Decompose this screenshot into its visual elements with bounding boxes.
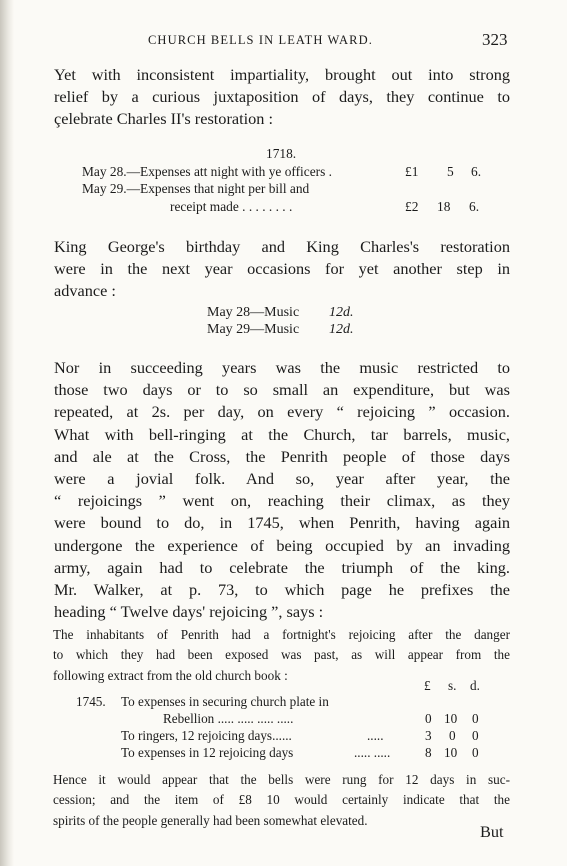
running-title: CHURCH BELLS IN LEATH WARD. (148, 33, 373, 47)
ledger-row-pounds: 3 (425, 728, 432, 743)
quoted-extract (53, 625, 510, 686)
text-line: The inhabitants of Penrith had a fortnight's rejoicing after the danger (53, 627, 510, 642)
ledger-row-label: To ringers, 12 rejoicing days...... (121, 728, 292, 743)
text-line: and ale at the Cross, the Penrith people of those days (54, 446, 510, 466)
ledger-year-1745: 1745. (76, 694, 106, 709)
text-line: were bound to do, in 1745, when Penrith, having again (54, 513, 510, 533)
text-line: were in the next year occasions for yet another step in (54, 259, 510, 279)
text-line: repeated, at 2s. per day, on every “ rejoicing ” occasion. (54, 402, 510, 422)
ledger-entry-may-29-line2: receipt made . . . . . . . . (170, 199, 293, 214)
ledger-entry-may-29-pounds: £2 (405, 199, 419, 214)
ledger-row-pounds: 8 (425, 745, 432, 760)
ledger-row-shillings: 0 (449, 728, 456, 743)
ledger-row-label: Rebellion ..... ..... ..... ..... (163, 711, 294, 726)
ledger-row-shillings: 10 (444, 745, 458, 760)
ledger-entry-may-28: May 28.—Expenses att night with ye officers . (82, 164, 333, 179)
catchword: But (480, 822, 504, 841)
music-entry-date: May 28—Music (207, 305, 300, 320)
main-paragraph (54, 357, 510, 623)
text-line: Nor in succeeding years was the music restricted to (54, 358, 510, 377)
music-entry-amount: 12d. (329, 322, 354, 337)
text-line: heading “ Twelve days' rejoicing ”, says : (54, 602, 324, 622)
ledger-entry-may-29-shillings: 18 (437, 199, 451, 214)
ledger-row-pence: 0 (472, 711, 479, 726)
ledger-entry-may-28-pounds: £1 (405, 164, 419, 179)
text-line: those two days or to so small an expenditure, but was (54, 380, 510, 400)
ledger-entry-may-28-pence: 6. (471, 164, 482, 179)
text-line: King George's birthday and King Charles's restoration (54, 237, 510, 256)
col-header-shillings: s. (448, 678, 457, 693)
ledger-year-1718: 1718. (266, 146, 297, 161)
text-line: were a jovial folk. And so, year after year, the (54, 469, 510, 489)
text-line: Mr. Walker, at p. 73, to which page he prefixes the (54, 580, 510, 600)
music-entry-date: May 29—Music (207, 322, 300, 337)
ledger-row-pence: 0 (472, 728, 479, 743)
ledger-row-label: To expenses in 12 rejoicing days (121, 745, 294, 760)
text-line: “ rejoicings ” went on, reaching their climax, as they (54, 491, 510, 511)
text-line: Yet with inconsistent impartiality, brought out into strong (54, 65, 510, 84)
closing-paragraph (53, 770, 510, 831)
page-number: 323 (482, 30, 508, 49)
text-line: çelebrate Charles II's restoration : (54, 109, 274, 129)
text-line: to which they had been exposed was past, as will appear from the (53, 647, 510, 663)
king-george-paragraph (54, 236, 510, 303)
text-line: following extract from the old church book : (53, 667, 288, 683)
ledger-entry-may-29-pence: 6. (469, 199, 480, 214)
ledger-row-label: To expenses in securing church plate in (121, 694, 329, 709)
col-header-pence: d. (470, 678, 480, 693)
page-gutter-shadow (0, 0, 14, 866)
text-line: Hence it would appear that the bells were rung for 12 days in suc- (53, 772, 510, 787)
text-line: What with bell-ringing at the Church, tar barrels, music, (54, 424, 510, 444)
music-entry-amount: 12d. (329, 305, 354, 320)
intro-paragraph (54, 64, 510, 131)
ledger-entry-may-28-shillings: 5 (447, 164, 454, 179)
ledger-row-dots: ..... ..... (354, 745, 391, 760)
ledger-entry-may-29-line1: May 29.—Expenses that night per bill and (82, 181, 310, 196)
text-line: relief by a curious juxtaposition of days, they continue to (54, 87, 510, 107)
text-line: advance : (54, 281, 116, 301)
ledger-row-dots: ..... (367, 728, 384, 743)
text-line: undergone the experience of being occupied by an invading (54, 535, 510, 555)
text-line: army, again had to celebrate the triumph of the king. (54, 557, 510, 577)
col-header-pounds: £ (424, 678, 431, 693)
text-line: spirits of the people generally had been somewhat elevated. (53, 812, 368, 828)
ledger-row-pounds: 0 (425, 711, 432, 726)
ledger-row-shillings: 10 (444, 711, 458, 726)
text-line: cession; and the item of £8 10 would certainly indicate that the (53, 792, 510, 808)
ledger-row-pence: 0 (472, 745, 479, 760)
